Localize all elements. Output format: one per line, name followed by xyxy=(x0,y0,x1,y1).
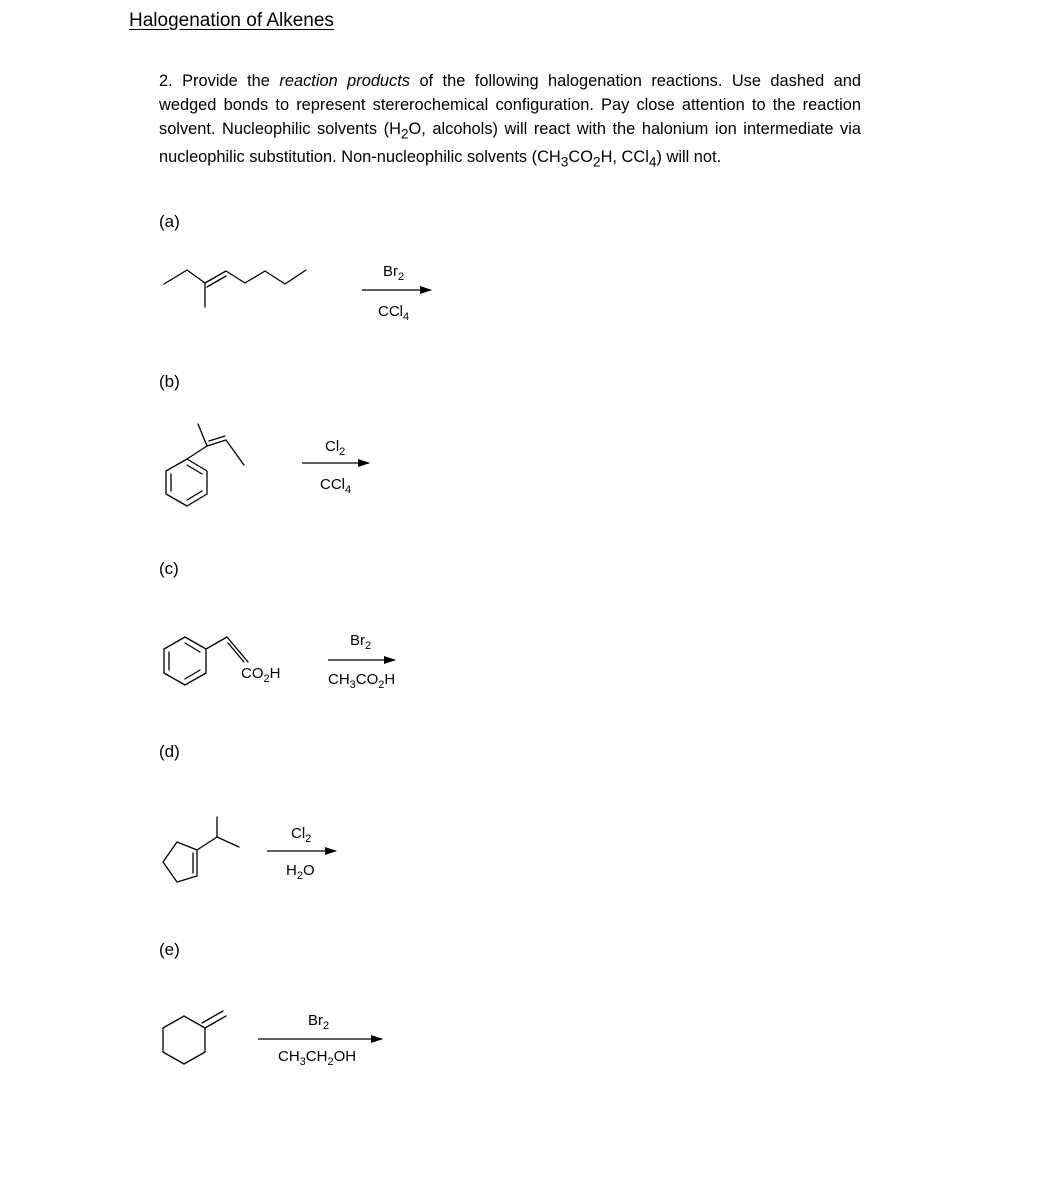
emphasis-text: reaction products xyxy=(279,72,410,90)
page-title: Halogenation of Alkenes xyxy=(129,10,334,31)
reagent-e-below: $CH_3CH_2OH$ xyxy=(278,1048,357,1068)
part-label-d: (d) xyxy=(159,742,180,761)
substrate-e-structure xyxy=(163,1011,226,1064)
reaction-b xyxy=(166,424,369,506)
reagent-a-below: CCl$_4$ xyxy=(378,303,410,323)
substrate-a-structure xyxy=(164,270,306,307)
question-instructions: 2. Provide the reaction products of the following halogenation reactions. Use dashed and wedged bonds to represent stererochemical configuration. Pay close attention to the reaction solvent. Nucleophilic solvents ($H_2O$, alcohols) will react with the halonium ion intermediate via nucleophilic substitution. Non-nucleophilic solvents ($CH_3CO_2H$, CCl$_4$) will not. xyxy=(159,72,861,170)
part-label-e: (e) xyxy=(159,940,180,959)
substrate-b-structure xyxy=(166,424,244,506)
part-label-b: (b) xyxy=(159,372,180,391)
reagent-d-below: $H_2O$ xyxy=(286,862,315,882)
part-label-c: (c) xyxy=(159,559,179,578)
reaction-d xyxy=(163,817,336,882)
reagent-c-above: $Br_2$ xyxy=(350,632,372,652)
part-label-a: (a) xyxy=(159,212,180,231)
reagent-b-below: CCl$_4$ xyxy=(320,476,352,496)
reagent-e-above: $Br_2$ xyxy=(308,1012,330,1032)
substrate-c-structure xyxy=(164,637,248,685)
substituent-c-label: $CO_2H$ xyxy=(241,665,281,685)
reagent-b-above: $Cl_2$ xyxy=(325,438,346,458)
reaction-e xyxy=(163,1011,382,1068)
reagent-d-above: $Cl_2$ xyxy=(291,825,312,845)
reaction-c xyxy=(164,632,395,691)
reagent-c-below: $CH_3CO_2H$ xyxy=(328,671,396,691)
reaction-a xyxy=(164,263,431,323)
substrate-d-structure xyxy=(163,817,239,882)
reagent-a-above: $Br_2$ xyxy=(383,263,405,283)
